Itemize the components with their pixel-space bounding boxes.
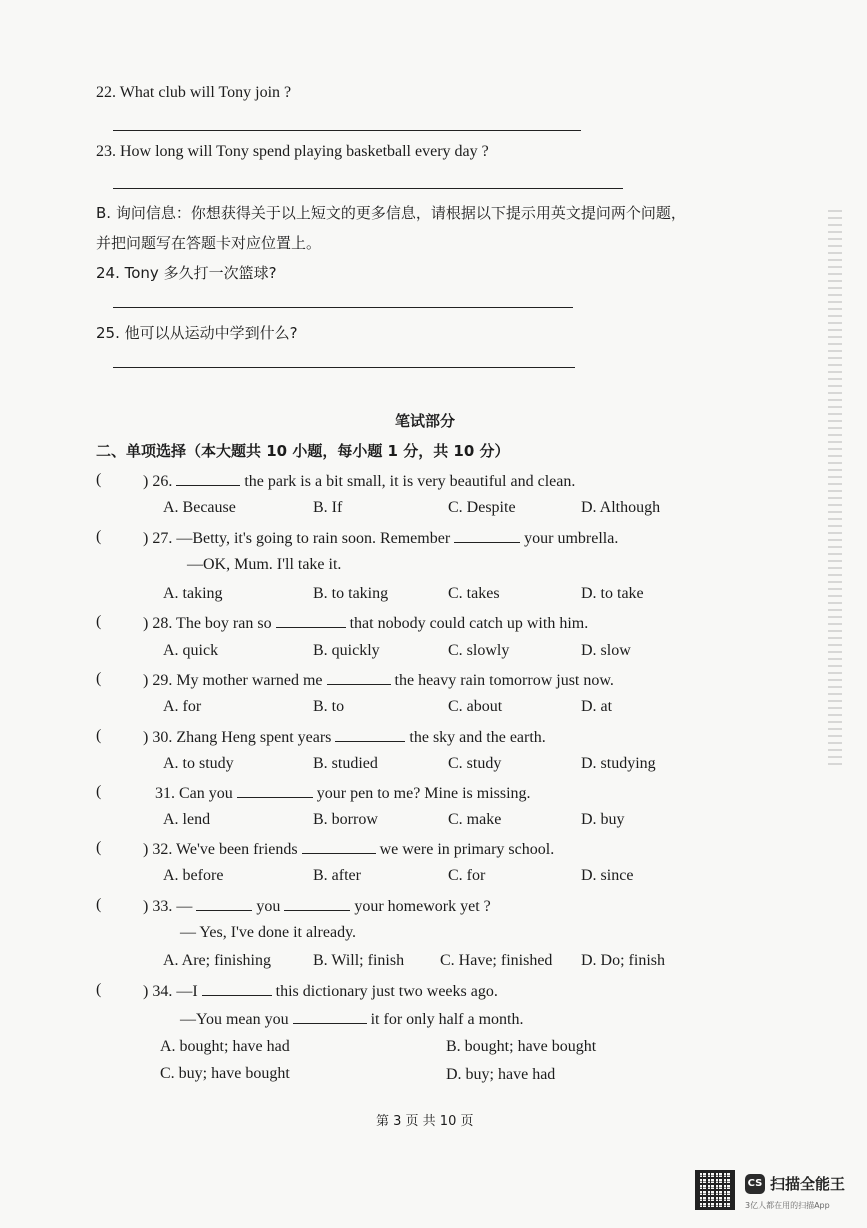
text-34-pre: —I <box>176 983 198 1000</box>
answer-line-22 <box>113 130 581 131</box>
paren-31: ( <box>96 783 102 800</box>
text-27-post: your umbrella. <box>524 530 619 547</box>
option-32-a: A. before <box>163 867 224 884</box>
question-23: 23. How long will Tony spend playing basketball every day ? <box>96 143 489 160</box>
question-28 <box>143 613 588 633</box>
option-31-d: D. buy <box>581 811 625 828</box>
option-31-c: C. make <box>448 811 502 828</box>
text-32-post: we were in primary school. <box>379 841 555 858</box>
text-34-post: this dictionary just two weeks ago. <box>275 983 498 1000</box>
option-27-d: D. to take <box>581 585 644 602</box>
option-33-d: D. Do; finish <box>581 952 665 969</box>
text-31-post: your pen to me? Mine is missing. <box>316 785 531 802</box>
blank-30 <box>335 727 405 742</box>
dialog-27-reply: —OK, Mum. I'll take it. <box>187 556 342 573</box>
option-30-a: A. to study <box>163 755 234 772</box>
paren-34: ( <box>96 981 102 998</box>
text-30-post: the sky and the earth. <box>409 729 546 746</box>
blank-33-2 <box>284 896 350 911</box>
blank-33-1 <box>196 896 252 911</box>
text-26: the park is a bit small, it is very beautiful and clean. <box>244 473 576 490</box>
number-27: ) 27. <box>143 530 173 547</box>
scanner-tagline: 3亿人都在用的扫描App <box>745 1201 830 1210</box>
option-30-d: D. studying <box>581 755 656 772</box>
option-34-d: D. buy; have had <box>446 1066 556 1083</box>
option-29-c: C. about <box>448 698 503 715</box>
part-b-instruction-2: 并把问题写在答题卡对应位置上。 <box>96 234 322 252</box>
scanner-watermark <box>695 1168 865 1224</box>
text-33-mid: you <box>256 898 281 915</box>
option-29-a: A. for <box>163 698 202 715</box>
option-34-b: B. bought; have bought <box>446 1038 597 1055</box>
paren-27: ( <box>96 528 102 545</box>
option-26-a: A. Because <box>163 499 236 516</box>
text-33-post: your homework yet ? <box>354 898 491 915</box>
option-28-c: C. slowly <box>448 642 510 659</box>
number-28: ) 28. <box>143 615 173 632</box>
text-31-pre: Can you <box>179 785 233 802</box>
answer-line-25 <box>113 367 575 368</box>
option-29-b: B. to <box>313 698 345 715</box>
answer-line-24 <box>113 307 573 308</box>
option-33-a: A. Are; finishing <box>163 952 271 969</box>
option-26-b: B. If <box>313 499 343 516</box>
text-32-pre: We've been friends <box>176 841 298 858</box>
option-28-a: A. quick <box>163 642 219 659</box>
text-29-pre: My mother warned me <box>176 672 323 689</box>
option-34-c: C. buy; have bought <box>160 1065 290 1082</box>
paren-32: ( <box>96 839 102 856</box>
option-33-c: C. Have; finished <box>440 952 553 969</box>
option-28-d: D. slow <box>581 642 631 659</box>
question-30 <box>143 727 546 747</box>
number-34: ) 34. <box>143 983 173 1000</box>
camscanner-logo: CS <box>745 1174 765 1194</box>
question-32 <box>143 839 554 859</box>
option-31-b: B. borrow <box>313 811 378 828</box>
paren-33: ( <box>96 896 102 913</box>
paren-26: ( <box>96 471 102 488</box>
question-24: 24. Tony 多久打一次篮球? <box>96 264 277 282</box>
answer-line-23 <box>113 188 623 189</box>
option-29-d: D. at <box>581 698 613 715</box>
written-part-title: 笔试部分 <box>395 412 456 430</box>
question-26 <box>143 471 575 491</box>
question-31 <box>155 783 531 803</box>
option-27-b: B. to taking <box>313 585 389 602</box>
option-27-a: A. taking <box>163 585 223 602</box>
option-32-c: C. for <box>448 867 486 884</box>
question-27 <box>143 528 618 548</box>
number-33: ) 33. <box>143 898 173 915</box>
option-27-c: C. takes <box>448 585 500 602</box>
paren-28: ( <box>96 613 102 630</box>
blank-31 <box>237 783 313 798</box>
option-32-b: B. after <box>313 867 361 884</box>
text-27-pre: —Betty, it's going to rain soon. Remember <box>176 530 451 547</box>
dialog-34-reply <box>180 1009 523 1029</box>
option-30-b: B. studied <box>313 755 378 772</box>
text-30-pre: Zhang Heng spent years <box>176 729 332 746</box>
scan-edge-artifact <box>828 210 842 770</box>
paren-29: ( <box>96 670 102 687</box>
blank-28 <box>276 613 346 628</box>
option-34-a: A. bought; have had <box>160 1038 290 1055</box>
blank-27 <box>454 528 520 543</box>
text-28-post: that nobody could catch up with him. <box>349 615 589 632</box>
blank-29 <box>327 670 391 685</box>
option-30-c: C. study <box>448 755 502 772</box>
question-33 <box>143 896 491 916</box>
blank-34-1 <box>202 981 272 996</box>
option-32-d: D. since <box>581 867 634 884</box>
section-2-title: 二、单项选择（本大题共 10 小题，每小题 1 分，共 10 分） <box>96 442 510 460</box>
question-22: 22. What club will Tony join ? <box>96 84 292 101</box>
page-number: 第 3 页 共 10 页 <box>376 1114 474 1129</box>
question-29 <box>143 670 614 690</box>
text-33-pre: — <box>176 898 193 915</box>
option-33-b: B. Will; finish <box>313 952 405 969</box>
number-26: ) 26. <box>143 473 173 490</box>
dialog-33-reply: — Yes, I've done it already. <box>180 924 357 941</box>
number-31: 31. <box>155 785 175 802</box>
option-31-a: A. lend <box>163 811 211 828</box>
number-29: ) 29. <box>143 672 173 689</box>
part-b-instruction-1: B. 询问信息：你想获得关于以上短文的更多信息，请根据以下提示用英文提问两个问题， <box>96 204 686 222</box>
option-28-b: B. quickly <box>313 642 380 659</box>
scanner-app-name: 扫描全能王 <box>770 1175 846 1193</box>
option-26-c: C. Despite <box>448 499 516 516</box>
question-25: 25. 他可以从运动中学到什么? <box>96 324 298 342</box>
paren-30: ( <box>96 727 102 744</box>
qr-code-icon <box>695 1170 735 1210</box>
blank-32 <box>302 839 376 854</box>
number-32: ) 32. <box>143 841 173 858</box>
blank-34-2 <box>293 1009 367 1024</box>
text-34-line2-pre: —You mean you <box>180 1011 289 1028</box>
question-34 <box>143 981 498 1001</box>
text-28-pre: The boy ran so <box>176 615 272 632</box>
blank-26 <box>176 471 240 486</box>
text-29-post: the heavy rain tomorrow just now. <box>394 672 614 689</box>
option-26-d: D. Although <box>581 499 661 516</box>
number-30: ) 30. <box>143 729 173 746</box>
text-34-line2-post: it for only half a month. <box>370 1011 524 1028</box>
